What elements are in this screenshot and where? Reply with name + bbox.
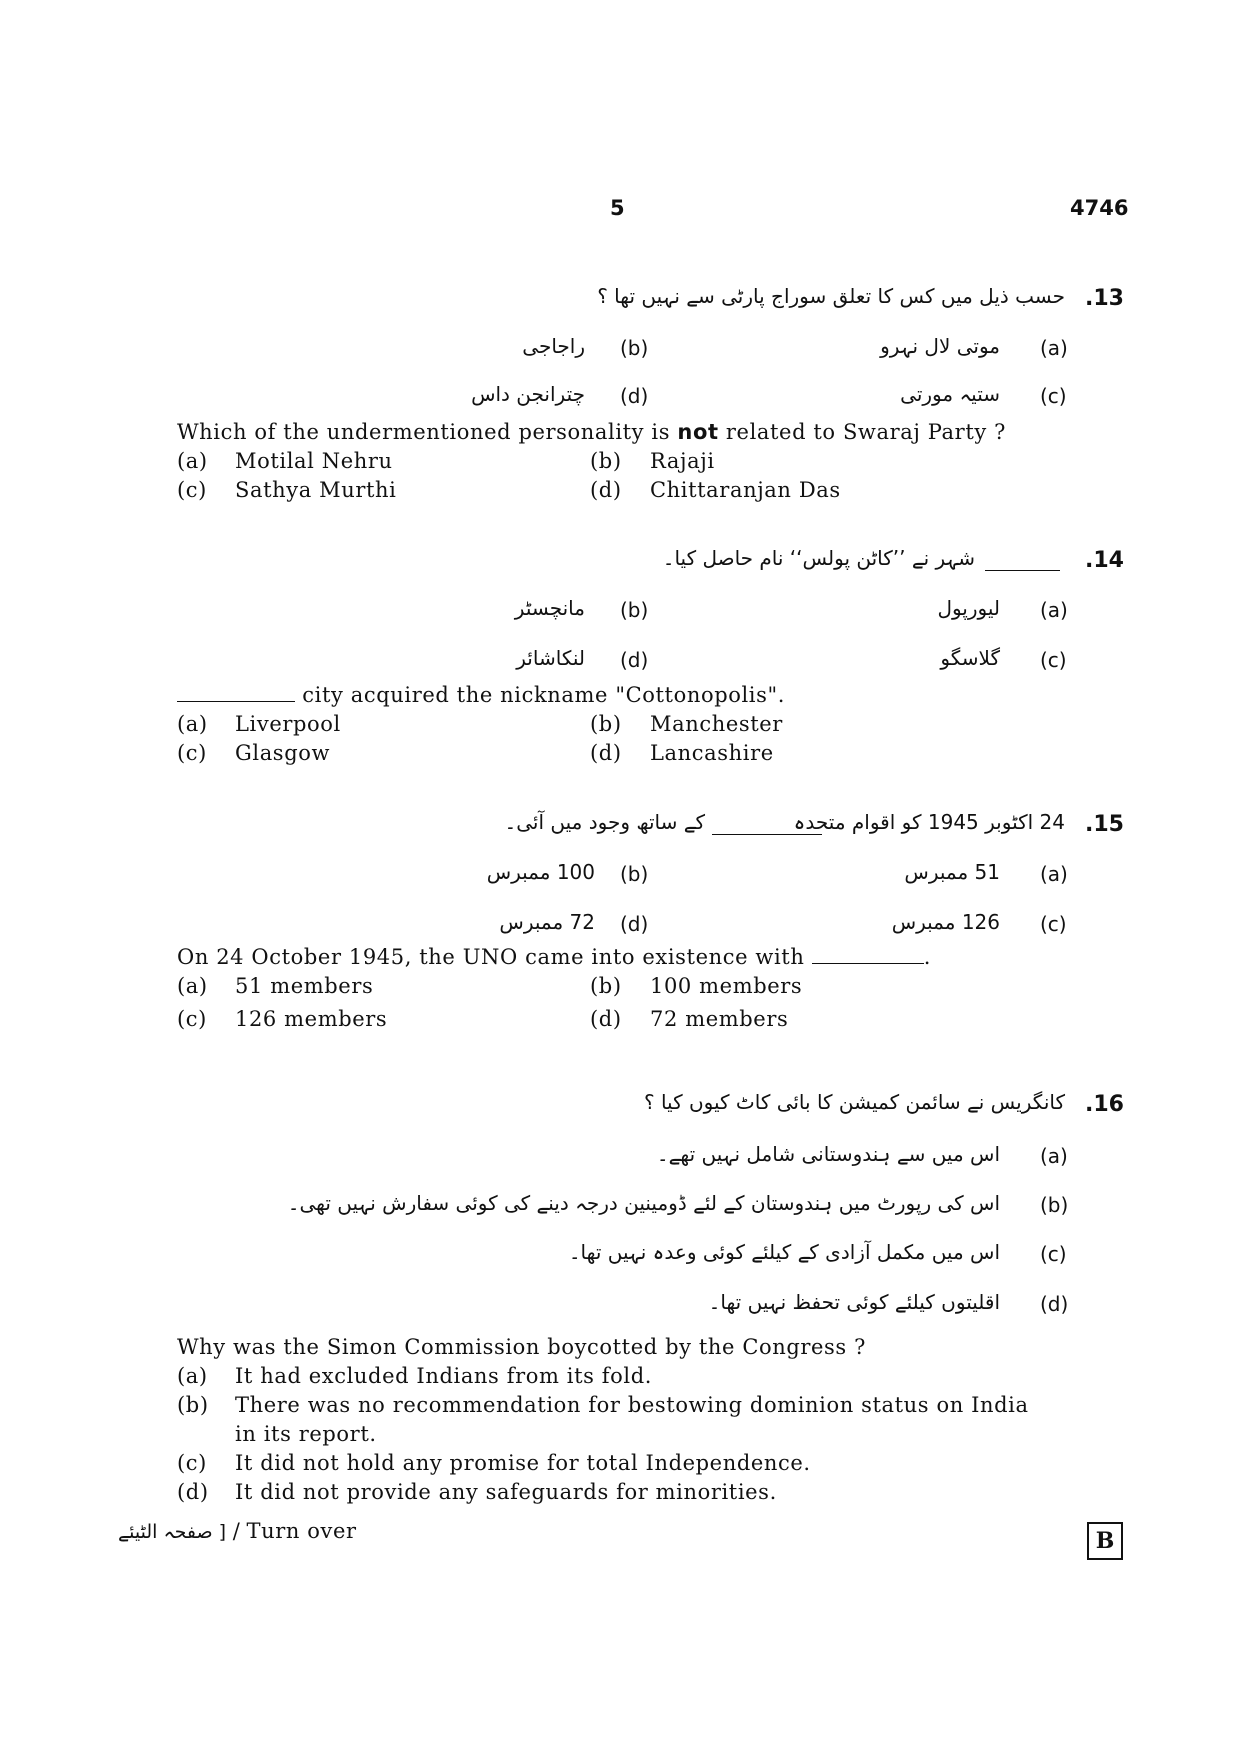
- q16-urdu-label-d: (d): [1040, 1292, 1069, 1316]
- q16-option-b-line2: in its report.: [235, 1422, 377, 1446]
- q13-label-b: (b): [590, 449, 622, 473]
- q13-label-c: (c): [177, 478, 207, 502]
- q16-label-d: (d): [177, 1480, 209, 1504]
- q15-option-d: 72 members: [650, 1007, 789, 1031]
- q16-option-b-line1: There was no recommendation for bestowing dominion status on India: [235, 1393, 1029, 1417]
- q13-label-d: (d): [590, 478, 622, 502]
- q16-option-c: It did not hold any promise for total Independence.: [235, 1451, 811, 1475]
- q16-label-a: (a): [177, 1364, 208, 1388]
- q15-english-text: On 24 October 1945, the UNO came into existence with .: [177, 945, 932, 969]
- q13-option-c: Sathya Murthi: [235, 478, 397, 502]
- q16-urdu-text: کانگریس نے سائمن کمیشن کا بائی کاٹ کیوں کیا ؟: [643, 1090, 1065, 1114]
- q16-label-b: (b): [177, 1393, 209, 1417]
- q16-urdu-label-b: (b): [1040, 1193, 1069, 1217]
- q15-option-b: 100 members: [650, 974, 803, 998]
- q14-label-a: (a): [177, 712, 208, 736]
- q15-urdu-label-c: (c): [1040, 912, 1067, 936]
- q15-option-a: 51 members: [235, 974, 374, 998]
- q16-urdu-label-c: (c): [1040, 1242, 1067, 1266]
- q13-option-d: Chittaranjan Das: [650, 478, 841, 502]
- q14-urdu-option-c: گلاسگو: [940, 646, 1000, 670]
- question-number-16: .16: [1085, 1092, 1124, 1117]
- q15-label-b: (b): [590, 974, 622, 998]
- question-number-14: .14: [1085, 548, 1124, 573]
- q13-option-a: Motilal Nehru: [235, 449, 393, 473]
- q13-label-a: (a): [177, 449, 208, 473]
- q13-urdu-label-b: (b): [620, 336, 649, 360]
- q15-label-d: (d): [590, 1007, 622, 1031]
- q16-label-c: (c): [177, 1451, 207, 1475]
- q16-option-a: It had excluded Indians from its fold.: [235, 1364, 653, 1388]
- q15-english-blank: [812, 945, 924, 964]
- q14-label-d: (d): [590, 741, 622, 765]
- q14-option-b: Manchester: [650, 712, 783, 736]
- q15-urdu-label-d: (d): [620, 912, 649, 936]
- q15-urdu-option-b: 100 ممبرس: [486, 860, 595, 884]
- q16-urdu-option-d: اقلیتوں کیلئے کوئی تحفظ نہیں تھا۔: [708, 1290, 1000, 1314]
- turn-over-note: [ صفحہ الٹیئے / Turn over: [118, 1519, 357, 1543]
- q14-urdu-label-c: (c): [1040, 648, 1067, 672]
- q14-label-c: (c): [177, 741, 207, 765]
- q15-label-a: (a): [177, 974, 208, 998]
- paper-code: 4746: [1070, 196, 1129, 220]
- q14-urdu-blank: [985, 570, 1060, 571]
- q15-urdu-option-c: 126 ممبرس: [891, 910, 1000, 934]
- q14-english-blank: [177, 683, 295, 702]
- q14-english-text: city acquired the nickname "Cottonopolis".: [177, 683, 785, 707]
- q14-urdu-label-d: (d): [620, 648, 649, 672]
- q13-english-text: Which of the undermentioned personality is not related to Swaraj Party ?: [177, 420, 1006, 444]
- set-code-box: B: [1087, 1522, 1123, 1560]
- q16-english-text: Why was the Simon Commission boycotted by the Congress ?: [177, 1335, 866, 1359]
- q16-option-d: It did not provide any safeguards for minorities.: [235, 1480, 777, 1504]
- q14-urdu-label-a: (a): [1040, 598, 1068, 622]
- q13-urdu-label-a: (a): [1040, 336, 1068, 360]
- q15-urdu-text-part2: کے ساتھ وجود میں آئی۔: [504, 810, 705, 834]
- q14-option-c: Glasgow: [235, 741, 331, 765]
- q15-option-c: 126 members: [235, 1007, 388, 1031]
- q14-urdu-option-d: لنکاشائر: [516, 646, 585, 670]
- q16-urdu-option-a: اس میں سے ہندوستانی شامل نہیں تھے۔: [656, 1142, 1000, 1166]
- q15-urdu-text-part1: 24 اکٹوبر 1945 کو اقوام متحدہ: [793, 810, 1065, 834]
- q13-urdu-label-c: (c): [1040, 384, 1067, 408]
- q14-urdu-option-b: مانچسٹر: [514, 596, 585, 620]
- question-number-13: .13: [1085, 286, 1124, 311]
- q15-urdu-label-b: (b): [620, 862, 649, 886]
- q15-urdu-option-a: 51 ممبرس: [904, 860, 1000, 884]
- q15-urdu-option-d: 72 ممبرس: [499, 910, 595, 934]
- q14-urdu-option-a: لیورپول: [937, 596, 1000, 620]
- q14-urdu-label-b: (b): [620, 598, 649, 622]
- q14-option-a: Liverpool: [235, 712, 341, 736]
- q13-urdu-text: حسب ذیل میں کس کا تعلق سوراج پارٹی سے نہیں تھا ؟: [597, 284, 1065, 308]
- q15-label-c: (c): [177, 1007, 207, 1031]
- q13-urdu-option-a: موتی لال نہرو: [880, 334, 1000, 358]
- q13-urdu-option-c: ستیہ مورتی: [900, 382, 1000, 406]
- q14-urdu-text: شہر نے ’’کاٹن پولس‘‘ نام حاصل کیا۔: [662, 546, 975, 570]
- q13-urdu-option-d: چترانجن داس: [471, 382, 585, 406]
- q13-option-b: Rajaji: [650, 449, 715, 473]
- page-number: 5: [610, 196, 625, 220]
- q16-urdu-option-b: اس کی رپورٹ میں ہندوستان کے لئے ڈومینین درجہ دینے کی کوئی سفارش نہیں تھی۔: [287, 1191, 1000, 1215]
- question-number-15: .15: [1085, 812, 1124, 837]
- q14-label-b: (b): [590, 712, 622, 736]
- q16-urdu-label-a: (a): [1040, 1144, 1068, 1168]
- q13-urdu-label-d: (d): [620, 384, 649, 408]
- q16-urdu-option-c: اس میں مکمل آزادی کے کیلئے کوئی وعدہ نہیں تھا۔: [568, 1240, 1000, 1264]
- q15-urdu-blank: [712, 834, 822, 835]
- q13-urdu-option-b: راجاجی: [522, 334, 585, 358]
- q14-option-d: Lancashire: [650, 741, 774, 765]
- q15-urdu-label-a: (a): [1040, 862, 1068, 886]
